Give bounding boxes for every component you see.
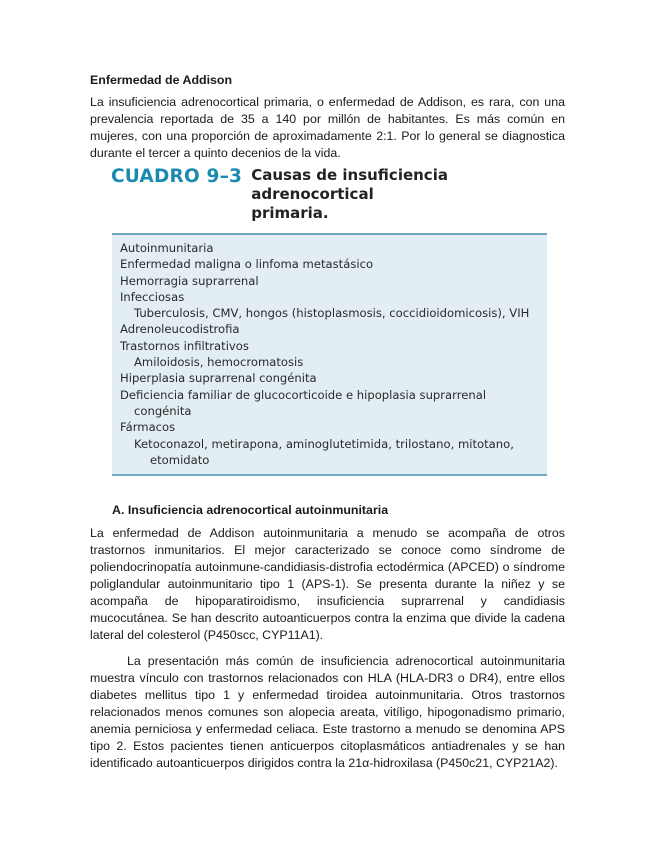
cause-item: Tuberculosis, CMV, hongos (histoplasmosis, coccidioidomicosis), VIH (134, 306, 530, 321)
intro-paragraph: La insuficiencia adrenocortical primaria, o enfermedad de Addison, es rara, con una prevalencia reportada de 35 a 140 por millón de habitantes. Es más común en mujeres, con una proporción de aproximadamente 2:1. Por lo general se diagnostica durante el tercer a quinto decenios de la vida. (90, 95, 565, 160)
cause-item: Adrenoleucodistrofia (120, 322, 240, 337)
cause-item: Fármacos (120, 420, 176, 435)
cause-item: Amiloidosis, hemocromatosis (134, 355, 304, 370)
cause-item: Enfermedad maligna o linfoma metastásico (120, 257, 374, 272)
document-page (90, 72, 565, 772)
table-caption (90, 166, 565, 223)
causes-box (112, 233, 547, 476)
cause-item: Hemorragia suprarrenal (120, 273, 259, 288)
cause-item: congénita (134, 403, 192, 418)
cause-item: Infecciosas (120, 289, 185, 304)
table-title-line1: Causas de insuficiencia adrenocortical (251, 166, 448, 203)
section-paragraph-1: La enfermedad de Addison autoinmunitaria a menudo se acompaña de otros trastornos inmunitarios. El mejor caracterizado se conoce como síndrome de poliendocrinopatía autoinmune-candidiasis-distrofia ectodérmica (APCED) o síndrome poliglandular autoinmunitario tipo 1 (APS-1). Se presenta durante la niñez y se acompaña de hipoparatiroidismo, insuficiencia suprarrenal y candidiasis mucocutánea. Se han descrito autoanticuerpos contra la enzima que divide la cadena lateral del colesterol (P450scc, CYP11A1). (90, 526, 565, 643)
cause-item: Autoinmunitaria (120, 241, 214, 255)
section-paragraph-2: La presentación más común de insuficiencia adrenocortical autoinmunitaria muestra vínculo con trastornos relacionados con HLA (HLA-DR3 o DR4), entre ellos diabetes mellitus tipo 1 y enfermedad tiroidea autoinmunitaria. Otros trastornos relacionados menos comunes son alopecia areata, vitíligo, hipogonadismo primario, anemia perniciosa y enfermedad celiaca. Este trastorno a menudo se denomina APS tipo 2. Estos pacientes tienen anticuerpos citoplasmáticos antiadrenales y se han identificado autoanticuerpos dirigidos contra la 21α-hidroxilasa (P450c21, CYP21A2). (90, 654, 565, 771)
cause-item: Ketoconazol, metirapona, aminoglutetimida, trilostano, mitotano, (134, 436, 514, 451)
cause-item: etomidato (150, 452, 210, 467)
table-title (251, 166, 565, 223)
section-heading: Enfermedad de Addison (90, 73, 233, 87)
cause-item: Trastornos infiltrativos (120, 338, 249, 353)
cause-item: Hiperplasia suprarrenal congénita (120, 371, 317, 386)
table-code: CUADRO 9–3 (111, 166, 243, 187)
cause-item: Deficiencia familiar de glucocorticoide e hipoplasia suprarrenal (120, 387, 487, 402)
table-title-line2: primaria. (251, 204, 329, 222)
subsection-heading: A. Insuficiencia adrenocortical autoinmunitaria (112, 503, 389, 518)
